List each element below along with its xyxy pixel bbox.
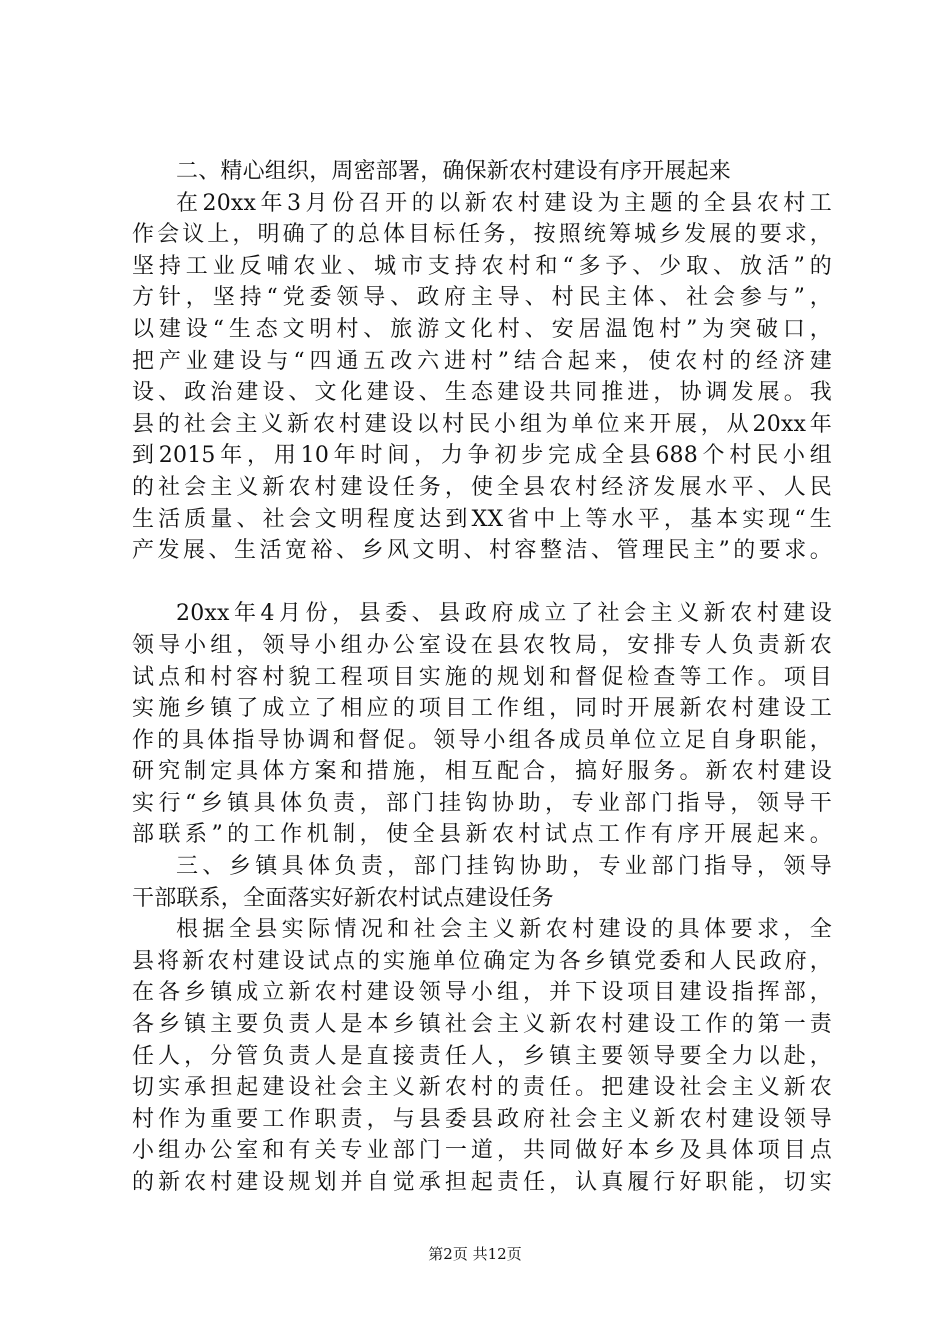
- page-footer: 第2页 共12页: [428, 1245, 522, 1263]
- paragraph-line: 实施乡镇了成立了相应的项目工作组，同时开展新农村建设工: [132, 696, 832, 722]
- paragraph-line: 根据全县实际情况和社会主义新农村建设的具体要求，全: [176, 917, 832, 943]
- paragraph-line: 把产业建设与“四通五改六进村”结合起来，使农村的经济建: [132, 348, 832, 374]
- paragraph-line: 部联系”的工作机制，使全县新农村试点工作有序开展起来。: [132, 822, 832, 848]
- paragraph-line: 产发展、生活宽裕、乡风文明、村容整洁、管理民主”的要求。: [132, 538, 832, 564]
- paragraph-line: 的新农村建设规划并自觉承担起责任，认真履行好职能，切实: [132, 1170, 832, 1195]
- paragraph-line: 以建设“生态文明村、旅游文化村、安居温饱村”为突破口，: [132, 316, 832, 342]
- document-body: [132, 156, 832, 1199]
- paragraph-line: 20xx年4月份，县委、县政府成立了社会主义新农村建设: [176, 601, 832, 627]
- paragraph-line: 研究制定具体方案和措施，相互配合，搞好服务。新农村建设: [132, 759, 832, 785]
- paragraph-line: 各乡镇主要负责人是本乡镇社会主义新农村建设工作的第一责: [132, 1012, 832, 1038]
- paragraph-line: 到2015年，用10年时间，力争初步完成全县688个村民小组: [132, 443, 832, 469]
- paragraph-line: 切实承担起建设社会主义新农村的责任。把建设社会主义新农: [132, 1075, 832, 1101]
- paragraph-line: 在各乡镇成立新农村建设领导小组，并下设项目建设指挥部，: [132, 980, 832, 1006]
- paragraph-line: 方针，坚持“党委领导、政府主导、村民主体、社会参与”，: [132, 285, 832, 311]
- paragraph-line: 实行“乡镇具体负责，部门挂钩协助，专业部门指导，领导干: [132, 790, 832, 816]
- paragraph-line: 县的社会主义新农村建设以村民小组为单位来开展，从20xx年: [132, 411, 832, 437]
- paragraph-line: 作的具体指导协调和督促。领导小组各成员单位立足自身职能，: [132, 727, 832, 753]
- section-heading-3-cont: 干部联系，全面落实好新农村试点建设任务: [132, 885, 554, 911]
- paragraph-line: 任人，分管负责人是直接责任人，乡镇主要领导要全力以赴，: [132, 1043, 832, 1069]
- paragraph-line: 生活质量、社会文明程度达到XX省中上等水平，基本实现“生: [132, 506, 832, 532]
- paragraph-line: 坚持工业反哺农业、城市支持农村和“多予、少取、放活”的: [132, 253, 832, 279]
- section-heading-3: 三、乡镇具体负责，部门挂钩协助，专业部门指导，领导: [176, 854, 832, 880]
- paragraph-line: 村作为重要工作职责，与县委县政府社会主义新农村建设领导: [132, 1106, 832, 1132]
- paragraph-line: 县将新农村建设试点的实施单位确定为各乡镇党委和人民政府，: [132, 948, 832, 974]
- paragraph-line: 在20xx年3月份召开的以新农村建设为主题的全县农村工: [176, 190, 832, 216]
- paragraph-line: 试点和村容村貌工程项目实施的规划和督促检查等工作。项目: [132, 664, 832, 690]
- paragraph-line: 设、政治建设、文化建设、生态建设共同推进，协调发展。我: [132, 380, 832, 406]
- paragraph-gap: [132, 567, 832, 599]
- section-heading-2: 二、精心组织，周密部署，确保新农村建设有序开展起来: [176, 159, 732, 184]
- paragraph-line: 领导小组，领导小组办公室设在县农牧局，安排专人负责新农: [132, 632, 832, 658]
- paragraph-line: 小组办公室和有关专业部门一道，共同做好本乡及具体项目点: [132, 1138, 832, 1164]
- paragraph-line: 的社会主义新农村建设任务，使全县农村经济发展水平、人民: [132, 474, 832, 500]
- paragraph-line: 作会议上，明确了的总体目标任务，按照统筹城乡发展的要求，: [132, 222, 832, 248]
